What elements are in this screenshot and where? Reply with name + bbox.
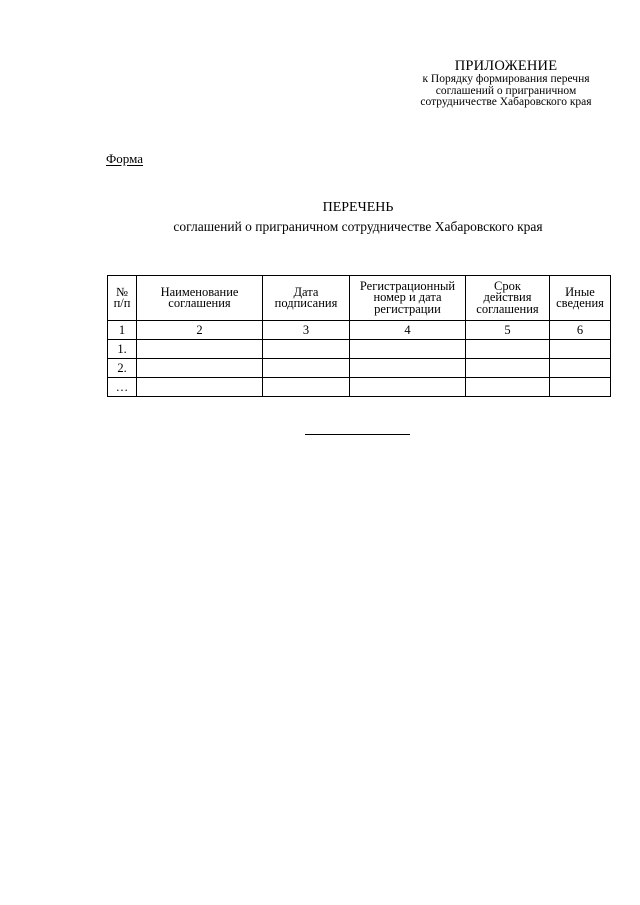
table-cell xyxy=(137,359,263,378)
document-title: ПЕРЕЧЕНЬ xyxy=(322,200,394,215)
header-line: сведения xyxy=(556,296,604,310)
header-registration xyxy=(350,276,466,321)
table-cell xyxy=(350,340,466,359)
appendix-line: соглашений о приграничном xyxy=(435,84,577,97)
table-cell xyxy=(263,378,350,397)
header-line: соглашения xyxy=(168,296,231,310)
appendix-title: ПРИЛОЖЕНИЕ xyxy=(454,58,558,74)
appendix-line: к Порядку формирования перечня xyxy=(422,73,590,85)
table-cell xyxy=(466,378,550,397)
table-cell: … xyxy=(108,378,137,397)
header-number xyxy=(108,276,137,321)
table-cell xyxy=(350,378,466,397)
header-line: № xyxy=(116,284,128,299)
column-number-cell: 1 xyxy=(108,321,137,340)
table-cell xyxy=(263,340,350,359)
header-line: подписания xyxy=(274,296,338,310)
header-line: номер и дата xyxy=(373,290,442,305)
agreements-table xyxy=(107,275,611,397)
header-line: Дата xyxy=(293,284,319,299)
header-other-info xyxy=(550,276,611,321)
header-line: Иные xyxy=(565,284,595,299)
table-cell xyxy=(137,378,263,397)
column-number-cell: 6 xyxy=(550,321,611,340)
column-number-row xyxy=(108,321,611,340)
form-label: Форма xyxy=(106,151,143,166)
table-row xyxy=(108,359,611,378)
table-header-row xyxy=(108,276,611,321)
table-cell xyxy=(466,340,550,359)
header-line: Наименование xyxy=(160,284,239,299)
header-validity-period xyxy=(466,276,550,321)
column-number-cell: 4 xyxy=(350,321,466,340)
appendix-block xyxy=(380,58,632,109)
header-line: п/п xyxy=(113,296,131,310)
header-line: Срок xyxy=(494,278,521,293)
header-line: действия xyxy=(483,290,532,305)
header-signing-date xyxy=(263,276,350,321)
header-line: Регистрационный xyxy=(359,278,456,293)
table-cell: 1. xyxy=(108,340,137,359)
table-cell xyxy=(263,359,350,378)
header-line: регистрации xyxy=(374,301,441,316)
table-row xyxy=(108,378,611,397)
table-row xyxy=(108,340,611,359)
table-cell xyxy=(550,340,611,359)
column-number-cell: 2 xyxy=(137,321,263,340)
column-number-cell: 3 xyxy=(263,321,350,340)
header-line: соглашения xyxy=(476,301,539,316)
table-cell xyxy=(550,359,611,378)
table-cell xyxy=(350,359,466,378)
closing-divider xyxy=(305,434,410,435)
table-cell: 2. xyxy=(108,359,137,378)
table-cell xyxy=(137,340,263,359)
column-number-cell: 5 xyxy=(466,321,550,340)
table-cell xyxy=(466,359,550,378)
appendix-line: сотрудничестве Хабаровского края xyxy=(420,96,592,108)
document-subtitle: соглашений о приграничном сотрудничестве Хабаровского края xyxy=(173,219,543,234)
table-cell xyxy=(550,378,611,397)
header-agreement-name xyxy=(137,276,263,321)
